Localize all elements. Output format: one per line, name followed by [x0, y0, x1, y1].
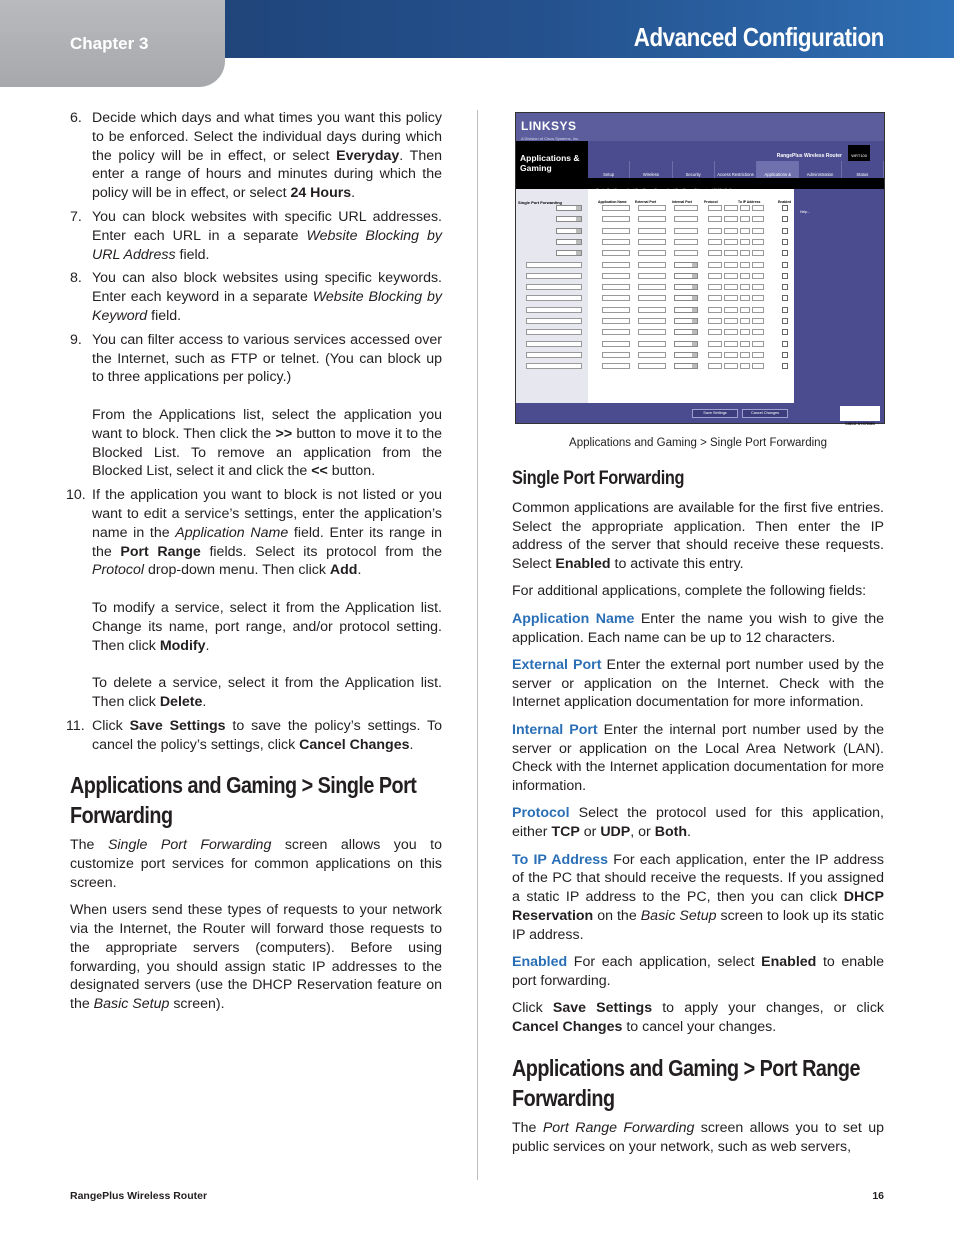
step-paragraph — [92, 486, 442, 580]
step-item — [70, 331, 442, 481]
text-run: Delete — [159, 693, 203, 710]
fig-enabled-checkbox — [782, 262, 788, 268]
text-run: Port Range — [120, 543, 201, 560]
fig-ip-4 — [752, 216, 764, 222]
text-run: button to move it to the Blocked List. To remove an application from the Blocked List, select it and click the — [92, 425, 442, 480]
fig-model: WRT100 — [848, 145, 870, 168]
body-paragraph — [512, 851, 884, 945]
fig-app-name-field — [556, 205, 582, 211]
text-run: . — [409, 736, 414, 753]
body-paragraph — [512, 804, 884, 842]
subheading-single-port: Single Port Forwarding — [512, 467, 685, 489]
fig-section-label: Applications & Gaming — [516, 141, 588, 189]
fig-column-header: To IP Address — [738, 200, 761, 204]
fig-protocol — [674, 205, 698, 211]
fig-internal-port — [638, 205, 666, 211]
step-number: 6. — [70, 110, 82, 126]
text-run: Common applications are available for the first five entries. Select the appropriate application. Then enter the IP address of the server that should receive these requests. Select — [512, 499, 884, 573]
linksys-logo: LINKSYS — [521, 119, 577, 133]
fig-ip-4 — [752, 205, 764, 211]
step-item — [66, 486, 443, 712]
fig-ip-3 — [740, 205, 750, 211]
field-term: External Port — [512, 656, 602, 673]
field-term: To IP Address — [512, 851, 609, 868]
fig-enabled-checkbox — [782, 318, 788, 324]
fig-internal-port — [638, 329, 666, 335]
fig-internal-port — [638, 262, 666, 268]
fig-bottom-bar — [516, 403, 884, 426]
fig-app-name-field — [526, 273, 582, 279]
text-run: >> — [275, 425, 293, 442]
fig-tab: Security — [673, 161, 715, 178]
text-run: Enabled — [761, 954, 817, 971]
step-number: 11. — [66, 717, 85, 734]
fig-ip-2 — [724, 352, 738, 358]
fig-internal-port — [638, 228, 666, 234]
left-paragraphs — [70, 836, 442, 1014]
fig-app-name-field — [526, 318, 582, 324]
text-run: Cancel Changes — [299, 736, 410, 753]
text-run: screen to look up its static IP address. — [512, 907, 884, 943]
text-run: Add — [329, 562, 358, 579]
fig-app-name-field — [526, 329, 582, 335]
fig-ip-2 — [724, 228, 738, 234]
text-run: . — [202, 693, 207, 710]
fig-app-name-field — [526, 363, 582, 369]
text-run: or — [579, 824, 601, 841]
fig-app-name-field — [556, 228, 582, 234]
step-item — [66, 717, 442, 755]
text-run: Save Settings — [129, 717, 226, 734]
text-run: screen allows you to set up public services on your network, such as web servers, — [512, 1119, 884, 1155]
fig-ip-1 — [708, 205, 722, 211]
fig-ip-2 — [724, 250, 738, 256]
fig-external-port — [602, 284, 630, 290]
step-number: 9. — [70, 331, 82, 348]
body-paragraph — [512, 656, 884, 712]
fig-app-name-field — [526, 284, 582, 290]
fig-app-name-field — [556, 250, 582, 256]
fig-internal-port — [638, 250, 666, 256]
fig-protocol — [674, 228, 698, 234]
fig-external-port — [602, 329, 630, 335]
body-paragraph — [512, 999, 884, 1037]
fig-product: RangePlus Wireless Router — [776, 153, 842, 159]
fig-ip-3 — [740, 329, 750, 335]
fig-ip-3 — [740, 216, 750, 222]
fig-internal-port — [638, 318, 666, 324]
text-run: Protocol — [92, 562, 145, 579]
fig-ip-3 — [740, 363, 750, 369]
fig-external-port — [602, 262, 630, 268]
fig-app-name-field — [526, 295, 582, 301]
fig-ip-1 — [708, 284, 722, 290]
text-run: fields. Select its protocol from the — [200, 543, 443, 560]
fig-ip-3 — [740, 307, 750, 313]
fig-ip-3 — [740, 228, 750, 234]
text-run: button. — [327, 463, 376, 480]
fig-ip-2 — [724, 329, 738, 335]
body-paragraph — [70, 836, 442, 892]
text-run: to enable port forwarding. — [512, 954, 884, 989]
field-term: Protocol — [512, 805, 570, 822]
fig-ip-1 — [708, 228, 722, 234]
text-run: . — [687, 824, 691, 841]
fig-app-name-field — [556, 239, 582, 245]
text-run: Single Port Forwarding — [107, 837, 272, 854]
fig-enabled-checkbox — [782, 329, 788, 335]
fig-ip-3 — [740, 284, 750, 290]
text-run: Website Blocking by URL Address — [92, 227, 442, 263]
fig-enabled-checkbox — [782, 352, 788, 358]
fig-ip-4 — [752, 318, 764, 324]
text-run: Click — [512, 1000, 553, 1017]
fig-tab: Access Restrictions — [715, 161, 757, 178]
fig-internal-port — [638, 341, 666, 347]
fig-column-header: Enabled — [778, 200, 792, 204]
fig-top-bar — [516, 113, 884, 141]
text-run: Enabled — [555, 556, 611, 573]
linksys-sub: A Division of Cisco Systems, Inc. — [521, 136, 580, 141]
fig-ip-4 — [752, 363, 764, 369]
fig-tab: Wireless — [630, 161, 672, 178]
fig-ip-2 — [724, 295, 738, 301]
fig-external-port — [602, 295, 630, 301]
fig-external-port — [602, 341, 630, 347]
fig-banner — [588, 141, 884, 161]
text-run: Enter the name you wish to give the application. Each name can be up to 12 characters. — [512, 610, 885, 646]
field-term: Enabled — [512, 954, 568, 971]
fig-external-port — [602, 216, 630, 222]
text-run: Select the protocol used for this application, either — [512, 805, 884, 841]
right-column — [512, 109, 884, 1165]
step-paragraph — [92, 599, 442, 655]
text-run: to save the policy’s settings. To cancel the policy’s settings, click — [92, 717, 442, 753]
text-run: . — [357, 562, 362, 579]
fig-ip-3 — [740, 295, 750, 301]
text-run: screen allows you to customize port services for common applications on this screen. — [70, 837, 443, 891]
fig-app-name-field — [526, 262, 582, 268]
fig-protocol-select — [674, 318, 698, 324]
text-run: << — [311, 463, 328, 480]
fig-save-button: Save Settings — [692, 409, 738, 418]
text-run: Save Settings — [552, 1000, 653, 1017]
fig-ip-4 — [752, 341, 764, 347]
fig-external-port — [602, 352, 630, 358]
fig-ip-4 — [752, 295, 764, 301]
fig-internal-port — [638, 284, 666, 290]
fig-protocol-select — [674, 329, 698, 335]
text-run: Modify — [159, 637, 206, 654]
fig-enabled-checkbox — [782, 295, 788, 301]
text-run: to cancel your changes. — [622, 1018, 777, 1035]
fig-protocol-select — [674, 352, 698, 358]
step-paragraph — [92, 109, 442, 203]
text-run: You can also block websites using specific keywords. Enter each keyword in a separate — [92, 270, 442, 306]
left-column — [66, 109, 443, 1022]
router-screenshot — [515, 112, 885, 424]
fig-ip-3 — [740, 250, 750, 256]
fig-ip-3 — [740, 273, 750, 279]
fig-enabled-checkbox — [782, 239, 788, 245]
step-paragraph — [92, 208, 442, 264]
step-paragraph — [92, 674, 442, 712]
fig-internal-port — [638, 307, 666, 313]
fig-ip-4 — [752, 352, 764, 358]
fig-ip-1 — [708, 318, 722, 324]
steps-list — [66, 109, 443, 754]
step-paragraph — [92, 269, 442, 325]
fig-form — [588, 189, 794, 403]
fig-ip-4 — [752, 284, 764, 290]
fig-column-header: Protocol — [704, 200, 718, 204]
fig-ip-2 — [724, 239, 738, 245]
fig-ip-4 — [752, 239, 764, 245]
fig-cancel-button: Cancel Changes — [742, 409, 788, 418]
text-run: field. — [175, 246, 210, 263]
step-item — [70, 269, 442, 325]
fig-enabled-checkbox — [782, 273, 788, 279]
fig-ip-3 — [740, 239, 750, 245]
fig-column-header: Application Name — [598, 200, 627, 204]
fig-protocol-select — [674, 363, 698, 369]
body-paragraph — [512, 721, 884, 796]
fig-ip-2 — [724, 262, 738, 268]
body-paragraph — [512, 610, 884, 648]
text-run: TCP — [551, 824, 580, 841]
fig-internal-port — [638, 295, 666, 301]
fig-enabled-checkbox — [782, 205, 788, 211]
text-run: The — [512, 1119, 543, 1136]
text-run: field. — [147, 307, 182, 324]
fig-panel-title: Single Port Forwarding — [518, 200, 563, 205]
fig-app-name-field — [526, 307, 582, 313]
fig-external-port — [602, 239, 630, 245]
text-run: When users send these types of requests to your network via the Internet, the Router will forward those requests to the appropriate servers (computers). Before using forwarding, you should assign static IP addresses to the designated servers (use the DHCP Reservation feature on the — [70, 902, 442, 1013]
text-run: Decide which days and what times you want this policy to be enforced. Select the individual days during which the policy will be in effect, or select — [92, 110, 442, 164]
text-run: To modify a service, select it from the Application list. Change its name, port range, and/or protocol setting. Then click — [92, 599, 442, 654]
fig-column-header: External Port — [635, 200, 657, 204]
fig-column-header: Internal Port — [672, 200, 692, 204]
fig-ip-2 — [724, 205, 738, 211]
fig-ip-1 — [708, 329, 722, 335]
fig-external-port — [602, 228, 630, 234]
text-run: drop-down menu. Then click — [144, 562, 330, 579]
text-run: For each application, enter the IP address of the PC that should receive the requests. If you assigned a static IP address to the PC, then you can click — [512, 851, 884, 906]
fig-ip-2 — [724, 341, 738, 347]
fig-tab: Status — [842, 161, 884, 178]
fig-enabled-checkbox — [782, 228, 788, 234]
text-run: From the Applications list, select the application you want to block. Then click the — [92, 406, 442, 442]
fig-app-name-field — [526, 341, 582, 347]
text-run: . — [205, 637, 210, 654]
fig-external-port — [602, 318, 630, 324]
fig-ip-1 — [708, 307, 722, 313]
text-run: Enter the internal port number used by the server or application on the Local Area Network (LAN). Check with the Internet application documentation for more information. — [512, 721, 884, 795]
fig-enabled-checkbox — [782, 250, 788, 256]
fig-protocol — [674, 250, 698, 256]
text-run: You can filter access to various services accessed over the Internet, such as FTP or telnet. (You can block up to three applications per policy.) — [92, 331, 442, 386]
text-run: The — [70, 837, 108, 854]
chapter-label: Chapter 3 — [70, 34, 149, 53]
body-paragraph — [512, 582, 884, 601]
page-number: 16 — [872, 1190, 884, 1202]
fig-ip-1 — [708, 239, 722, 245]
fig-internal-port — [638, 352, 666, 358]
step-paragraph — [92, 406, 442, 481]
step-paragraph — [92, 331, 442, 387]
text-run: . — [351, 185, 356, 202]
fig-protocol — [674, 216, 698, 222]
fig-help-panel — [794, 189, 884, 403]
fig-ip-3 — [740, 352, 750, 358]
text-run: For each application, select — [567, 954, 762, 971]
fig-ip-4 — [752, 273, 764, 279]
text-run: If the application you want to block is not listed or you want to edit a service’s settings, enter the application’s name in the — [92, 487, 442, 541]
fig-ip-2 — [724, 307, 738, 313]
fig-help-link: Help... — [800, 210, 811, 214]
fig-ip-1 — [708, 352, 722, 358]
section-heading-single-port: Applications and Gaming > Single Port Forwarding — [70, 772, 417, 829]
fig-subtabs — [588, 178, 884, 189]
fig-protocol-select — [674, 273, 698, 279]
body-paragraph — [70, 901, 442, 1014]
text-run: Website Blocking by Keyword — [92, 289, 442, 324]
body-paragraph — [512, 499, 884, 574]
fig-external-port — [602, 363, 630, 369]
fig-external-port — [602, 273, 630, 279]
text-run: on the — [593, 907, 641, 924]
fig-external-port — [602, 205, 630, 211]
fig-ip-4 — [752, 250, 764, 256]
fig-left-panel — [516, 189, 588, 403]
fig-ip-2 — [724, 318, 738, 324]
text-run: Application Name — [175, 524, 289, 541]
text-run: , or — [630, 824, 655, 841]
text-run: to activate this entry. — [610, 556, 744, 573]
fig-ip-1 — [708, 216, 722, 222]
text-run: Click — [92, 717, 130, 734]
text-run: DHCP Reservation — [512, 889, 884, 924]
fig-internal-port — [638, 363, 666, 369]
fig-enabled-checkbox — [782, 284, 788, 290]
right-paragraphs — [512, 499, 884, 1037]
fig-ip-2 — [724, 284, 738, 290]
text-run: field. Enter its range in the — [92, 524, 442, 560]
fig-ip-4 — [752, 307, 764, 313]
fig-app-name-field — [556, 216, 582, 222]
fig-external-port — [602, 250, 630, 256]
fig-tab: Applications & — [757, 161, 799, 178]
fig-ip-1 — [708, 273, 722, 279]
fig-ip-1 — [708, 295, 722, 301]
fig-ip-4 — [752, 329, 764, 335]
footer-product: RangePlus Wireless Router — [70, 1190, 208, 1202]
fig-ip-1 — [708, 363, 722, 369]
port-range-paragraph — [512, 1119, 884, 1157]
fig-protocol-select — [674, 295, 698, 301]
cisco-logo: CISCO SYSTEMS — [840, 406, 880, 421]
body-paragraph — [512, 953, 884, 991]
text-run: Basic Setup — [93, 996, 170, 1013]
fig-tab: Setup — [588, 161, 630, 178]
text-run: For additional applications, complete the following fields: — [512, 583, 867, 600]
text-run: . Then enter a range of hours and minutes during which the policy will be in effect, or select — [92, 147, 443, 202]
text-run: Cancel Changes — [512, 1018, 623, 1035]
text-run: 24 Hours — [290, 185, 352, 202]
column-divider — [477, 110, 478, 1180]
fig-internal-port — [638, 239, 666, 245]
fig-tabs — [588, 161, 884, 178]
fig-ip-4 — [752, 228, 764, 234]
field-term: Internal Port — [512, 721, 598, 738]
fig-ip-3 — [740, 318, 750, 324]
fig-protocol — [674, 239, 698, 245]
step-item — [70, 208, 442, 264]
text-run: UDP — [600, 824, 631, 841]
fig-ip-3 — [740, 262, 750, 268]
fig-internal-port — [638, 216, 666, 222]
step-item — [70, 109, 442, 203]
fig-enabled-checkbox — [782, 216, 788, 222]
step-number: 8. — [70, 270, 82, 287]
text-run: to apply your changes, or click — [652, 1000, 885, 1017]
fig-ip-4 — [752, 262, 764, 268]
fig-enabled-checkbox — [782, 307, 788, 313]
field-term: Application Name — [512, 610, 635, 627]
fig-ip-2 — [724, 363, 738, 369]
step-paragraph — [92, 717, 442, 755]
fig-ip-2 — [724, 216, 738, 222]
text-run: screen). — [169, 996, 225, 1013]
fig-external-port — [602, 307, 630, 313]
fig-ip-2 — [724, 273, 738, 279]
text-run: Everyday — [336, 147, 400, 164]
text-run: To delete a service, select it from the Application list. Then click — [92, 675, 442, 710]
page-title: Advanced Configuration — [633, 22, 884, 52]
step-number: 7. — [70, 208, 82, 225]
text-run: Port Range Forwarding — [542, 1119, 695, 1136]
fig-protocol-select — [674, 262, 698, 268]
fig-protocol-select — [674, 341, 698, 347]
step-number: 10. — [66, 487, 86, 504]
fig-ip-3 — [740, 341, 750, 347]
text-run: You can block websites with specific URL addresses. Enter each URL in a separate — [92, 208, 442, 244]
fig-protocol-select — [674, 307, 698, 313]
fig-ip-1 — [708, 341, 722, 347]
fig-ip-1 — [708, 262, 722, 268]
figure-caption: Applications and Gaming > Single Port Forwarding — [569, 437, 827, 449]
text-run: Enter the external port number used by the server or application on the Internet. Check with the Internet application documentation for more information. — [512, 656, 884, 711]
fig-enabled-checkbox — [782, 363, 788, 369]
chapter-tab — [0, 0, 225, 87]
fig-app-name-field — [526, 352, 582, 358]
fig-tab: Administration — [799, 161, 841, 178]
fig-internal-port — [638, 273, 666, 279]
text-run: Both — [654, 824, 688, 841]
fig-ip-1 — [708, 250, 722, 256]
fig-protocol-select — [674, 284, 698, 290]
text-run: Basic Setup — [640, 907, 717, 924]
section-heading-port-range: Applications and Gaming > Port Range Forwarding — [512, 1054, 860, 1111]
fig-enabled-checkbox — [782, 341, 788, 347]
